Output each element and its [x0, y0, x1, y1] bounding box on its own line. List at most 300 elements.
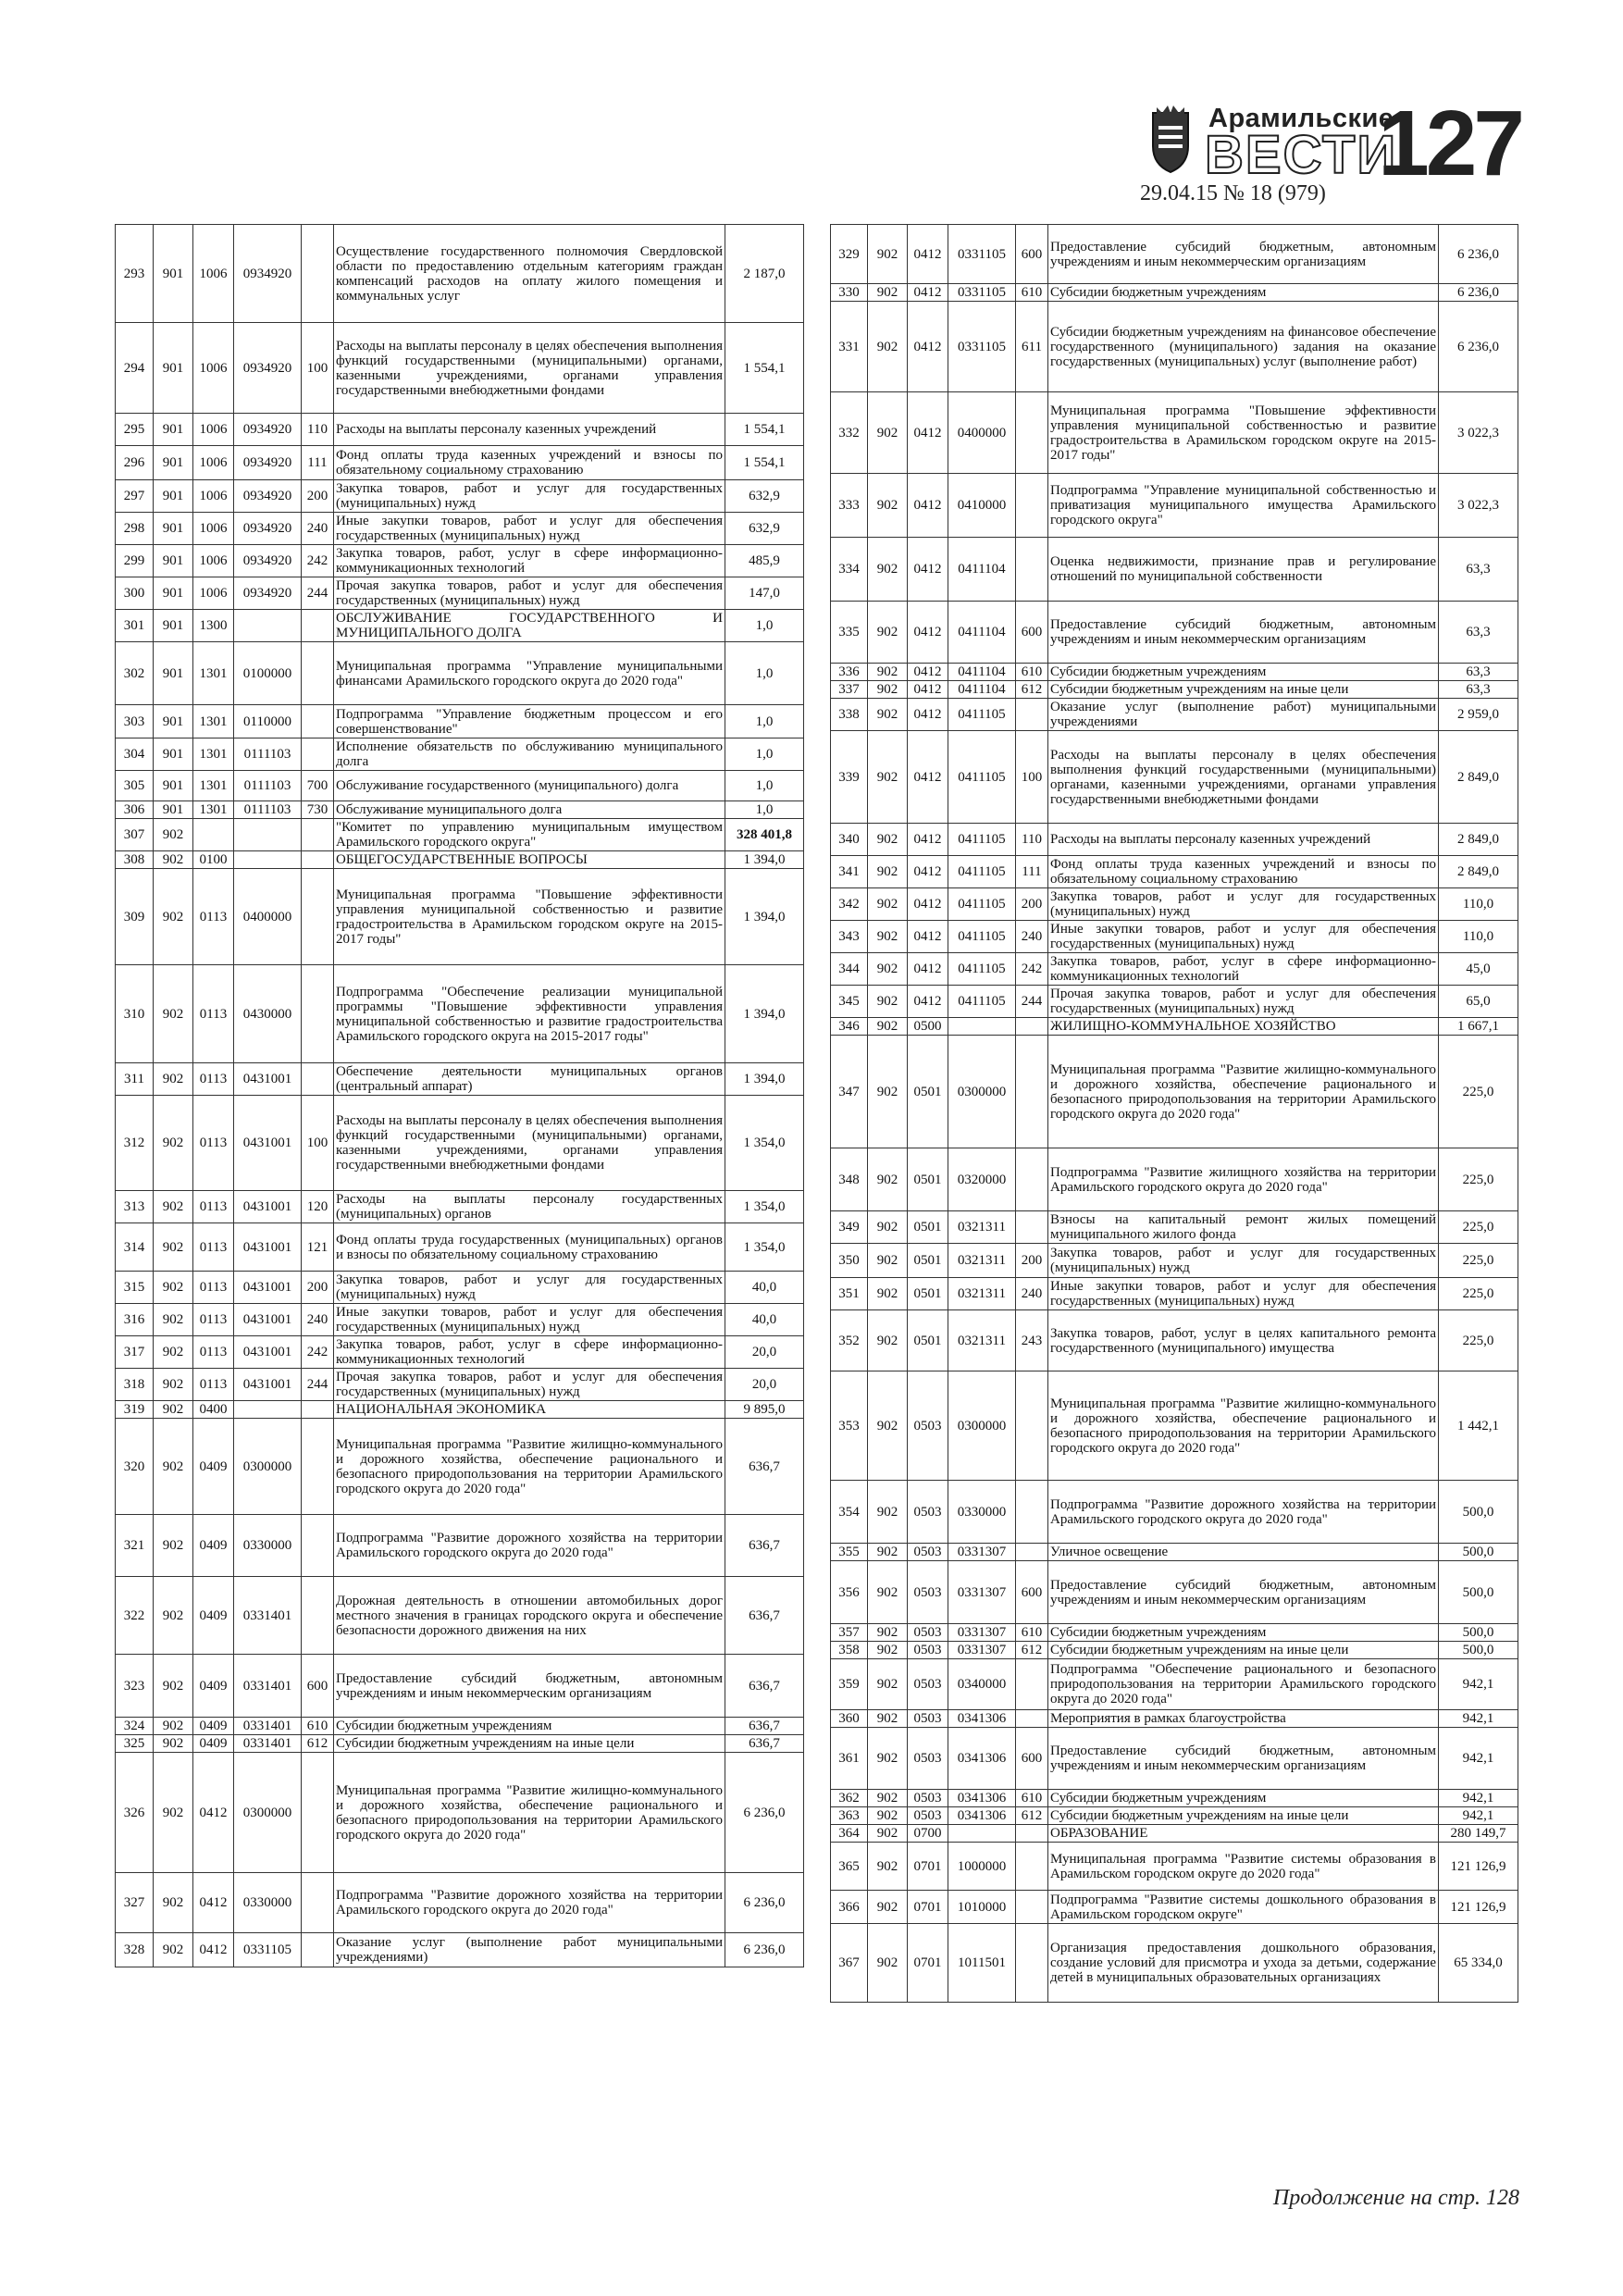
cell-section-code: 1006 — [193, 446, 234, 480]
cell-target-code: 0320000 — [948, 1148, 1016, 1211]
table-row — [116, 610, 804, 642]
cell-description: Прочая закупка товаров, работ и услуг для обеспечения государственных (муниципальных) нужд — [334, 577, 725, 610]
cell-amount: 1 354,0 — [725, 1191, 804, 1223]
cell-target-code: 0411105 — [948, 986, 1016, 1018]
table-row — [116, 1655, 804, 1718]
table-row — [831, 1924, 1518, 2003]
cell-row-number: 331 — [831, 302, 868, 392]
cell-admin-code: 902 — [154, 1369, 193, 1401]
cell-admin-code: 902 — [154, 965, 193, 1063]
cell-description: Субсидии бюджетным учреждениям — [1048, 284, 1439, 302]
cell-admin-code: 902 — [868, 856, 908, 888]
cell-row-number: 318 — [116, 1369, 154, 1401]
cell-row-number: 336 — [831, 664, 868, 681]
cell-target-code: 0934920 — [234, 323, 302, 414]
cell-amount: 2 849,0 — [1439, 731, 1518, 824]
cell-type-code: 600 — [302, 1655, 334, 1718]
cell-admin-code: 901 — [154, 513, 193, 545]
table-row — [831, 1148, 1518, 1211]
cell-description: "Комитет по управлению муниципальным имуществом Арамильского городского округа" — [334, 819, 725, 851]
cell-row-number: 348 — [831, 1148, 868, 1211]
table-row — [116, 577, 804, 610]
cell-target-code — [948, 1825, 1016, 1843]
cell-description: Предоставление субсидий бюджетным, автономным учреждениям и иным некоммерческим организациям — [1048, 602, 1439, 664]
table-row — [831, 1825, 1518, 1843]
cell-section-code: 0701 — [908, 1843, 948, 1891]
cell-description: Иные закупки товаров, работ и услуг для обеспечения государственных (муниципальных) нужд — [1048, 1278, 1439, 1310]
cell-amount: 225,0 — [1439, 1310, 1518, 1371]
table-row — [116, 819, 804, 851]
cell-target-code — [234, 851, 302, 869]
cell-type-code — [302, 705, 334, 738]
cell-amount: 942,1 — [1439, 1710, 1518, 1728]
cell-admin-code: 902 — [868, 888, 908, 921]
cell-row-number: 324 — [116, 1718, 154, 1735]
cell-description: Прочая закупка товаров, работ и услуг для обеспечения государственных (муниципальных) нужд — [1048, 986, 1439, 1018]
table-row — [831, 1807, 1518, 1825]
cell-row-number: 310 — [116, 965, 154, 1063]
cell-admin-code: 901 — [154, 414, 193, 446]
cell-section-code: 0501 — [908, 1211, 948, 1244]
cell-type-code — [1016, 1825, 1048, 1843]
cell-admin-code: 902 — [154, 1933, 193, 1967]
cell-type-code — [1016, 1481, 1048, 1544]
table-row — [116, 1735, 804, 1753]
cell-admin-code: 902 — [868, 1624, 908, 1642]
cell-row-number: 304 — [116, 738, 154, 771]
cell-row-number: 354 — [831, 1481, 868, 1544]
table-row — [831, 824, 1518, 856]
cell-amount: 40,0 — [725, 1304, 804, 1336]
cell-row-number: 299 — [116, 545, 154, 577]
cell-admin-code: 902 — [868, 1807, 908, 1825]
cell-target-code: 0400000 — [234, 869, 302, 965]
cell-amount: 63,3 — [1439, 602, 1518, 664]
cell-target-code: 0934920 — [234, 446, 302, 480]
cell-amount: 3 022,3 — [1439, 392, 1518, 474]
cell-target-code: 0321311 — [948, 1310, 1016, 1371]
cell-row-number: 298 — [116, 513, 154, 545]
cell-type-code: 240 — [1016, 921, 1048, 953]
table-row — [831, 953, 1518, 986]
cell-description: Обслуживание муниципального долга — [334, 801, 725, 819]
cell-admin-code: 902 — [868, 1544, 908, 1561]
cell-type-code: 110 — [302, 414, 334, 446]
cell-section-code: 1301 — [193, 705, 234, 738]
table-row — [116, 323, 804, 414]
cell-type-code — [1016, 1544, 1048, 1561]
table-row — [116, 1401, 804, 1419]
cell-target-code: 0110000 — [234, 705, 302, 738]
cell-type-code — [302, 610, 334, 642]
cell-target-code: 0430000 — [234, 965, 302, 1063]
cell-admin-code: 901 — [154, 801, 193, 819]
cell-row-number: 343 — [831, 921, 868, 953]
table-row — [116, 1191, 804, 1223]
table-row — [831, 1843, 1518, 1891]
cell-row-number: 351 — [831, 1278, 868, 1310]
budget-table-left-body — [116, 225, 804, 1967]
cell-row-number: 319 — [116, 1401, 154, 1419]
cell-section-code: 0412 — [908, 986, 948, 1018]
cell-target-code: 0111103 — [234, 771, 302, 801]
cell-amount: 328 401,8 — [725, 819, 804, 851]
cell-row-number: 323 — [116, 1655, 154, 1718]
cell-type-code: 612 — [302, 1735, 334, 1753]
cell-section-code: 0113 — [193, 1369, 234, 1401]
cell-section-code: 0501 — [908, 1278, 948, 1310]
cell-admin-code: 902 — [868, 474, 908, 538]
cell-section-code: 0113 — [193, 1336, 234, 1369]
table-row — [116, 1515, 804, 1577]
cell-type-code: 612 — [1016, 1807, 1048, 1825]
cell-admin-code: 902 — [154, 1515, 193, 1577]
table-row — [116, 480, 804, 513]
cell-target-code: 0431001 — [234, 1304, 302, 1336]
cell-type-code: 700 — [302, 771, 334, 801]
cell-amount: 6 236,0 — [1439, 284, 1518, 302]
cell-row-number: 334 — [831, 538, 868, 602]
cell-section-code: 1006 — [193, 414, 234, 446]
cell-amount: 121 126,9 — [1439, 1843, 1518, 1891]
cell-target-code: 0341306 — [948, 1790, 1016, 1807]
cell-amount: 485,9 — [725, 545, 804, 577]
cell-description: Муниципальная программа "Повышение эффективности управления муниципальной собственностью и развитие градостроительства в Арамильском городском округе на 2015-2017 годы" — [1048, 392, 1439, 474]
cell-type-code — [1016, 1710, 1048, 1728]
cell-target-code: 0411104 — [948, 664, 1016, 681]
cell-amount: 110,0 — [1439, 921, 1518, 953]
cell-type-code: 111 — [302, 446, 334, 480]
cell-admin-code: 902 — [154, 1063, 193, 1096]
cell-description: Подпрограмма "Развитие дорожного хозяйства на территории Арамильского городского округа до 2020 года" — [334, 1515, 725, 1577]
cell-admin-code: 902 — [868, 1728, 908, 1790]
cell-type-code — [1016, 1148, 1048, 1211]
cell-amount: 636,7 — [725, 1419, 804, 1515]
cell-section-code: 0412 — [908, 888, 948, 921]
cell-row-number: 349 — [831, 1211, 868, 1244]
cell-type-code: 600 — [1016, 225, 1048, 284]
table-row — [116, 414, 804, 446]
cell-target-code: 0431001 — [234, 1369, 302, 1401]
cell-amount: 1,0 — [725, 610, 804, 642]
cell-admin-code: 902 — [154, 1336, 193, 1369]
cell-target-code: 0431001 — [234, 1191, 302, 1223]
cell-description: Иные закупки товаров, работ и услуг для обеспечения государственных (муниципальных) нужд — [334, 513, 725, 545]
cell-description: Фонд оплаты труда казенных учреждений и взносы по обязательному социальному страхованию — [1048, 856, 1439, 888]
cell-description: Подпрограмма "Обеспечение реализации муниципальной программы "Повышение эффективности управления муниципальной собственностью и развитие градостроительства Арамильского городского округа на 2015-2017 годы" — [334, 965, 725, 1063]
cell-description: Оказание услуг (выполнение работ муниципальными учреждениями) — [334, 1933, 725, 1967]
cell-amount: 63,3 — [1439, 664, 1518, 681]
cell-description: ЖИЛИЩНО-КОММУНАЛЬНОЕ ХОЗЯЙСТВО — [1048, 1018, 1439, 1036]
cell-admin-code: 902 — [154, 1577, 193, 1655]
cell-target-code: 0321311 — [948, 1278, 1016, 1310]
cell-type-code: 200 — [302, 480, 334, 513]
cell-row-number: 361 — [831, 1728, 868, 1790]
cell-section-code: 0412 — [908, 392, 948, 474]
cell-admin-code: 902 — [868, 1148, 908, 1211]
cell-description: Оценка недвижимости, признание прав и регулирование отношений по муниципальной собственности — [1048, 538, 1439, 602]
cell-section-code: 0400 — [193, 1401, 234, 1419]
table-row — [831, 1018, 1518, 1036]
budget-table-left — [115, 224, 804, 1967]
cell-amount: 1 442,1 — [1439, 1371, 1518, 1481]
cell-section-code: 0503 — [908, 1710, 948, 1728]
cell-target-code: 0341306 — [948, 1807, 1016, 1825]
cell-description: Расходы на выплаты персоналу в целях обеспечения выполнения функций государственными (муниципальными) органами, казенными учреждениями, органами управления государственными внебюджетными фондами — [334, 1096, 725, 1191]
cell-section-code: 1301 — [193, 771, 234, 801]
cell-admin-code: 901 — [154, 446, 193, 480]
cell-row-number: 333 — [831, 474, 868, 538]
cell-row-number: 303 — [116, 705, 154, 738]
cell-type-code — [302, 1401, 334, 1419]
cell-row-number: 321 — [116, 1515, 154, 1577]
cell-section-code: 0501 — [908, 1036, 948, 1148]
cell-amount: 63,3 — [1439, 681, 1518, 699]
table-row — [831, 1278, 1518, 1310]
table-row — [831, 392, 1518, 474]
cell-row-number: 338 — [831, 699, 868, 731]
cell-target-code: 0331105 — [948, 302, 1016, 392]
cell-type-code — [302, 738, 334, 771]
cell-description: Расходы на выплаты персоналу казенных учреждений — [1048, 824, 1439, 856]
cell-row-number: 344 — [831, 953, 868, 986]
cell-target-code: 0340000 — [948, 1659, 1016, 1710]
table-row — [116, 771, 804, 801]
cell-admin-code: 902 — [868, 1310, 908, 1371]
cell-admin-code: 901 — [154, 323, 193, 414]
cell-type-code — [1016, 538, 1048, 602]
cell-section-code: 0412 — [908, 699, 948, 731]
cell-row-number: 345 — [831, 986, 868, 1018]
cell-amount: 147,0 — [725, 577, 804, 610]
cell-row-number: 353 — [831, 1371, 868, 1481]
cell-target-code: 0331401 — [234, 1577, 302, 1655]
cell-target-code: 0934920 — [234, 414, 302, 446]
cell-description: Обеспечение деятельности муниципальных органов (центральный аппарат) — [334, 1063, 725, 1096]
cell-target-code: 0431001 — [234, 1223, 302, 1272]
table-row — [116, 642, 804, 705]
cell-amount: 2 849,0 — [1439, 824, 1518, 856]
cell-row-number: 340 — [831, 824, 868, 856]
cell-description: Муниципальная программа "Развитие системы образования в Арамильском городском округе до 2020 года" — [1048, 1843, 1439, 1891]
table-row — [831, 1624, 1518, 1642]
cell-row-number: 293 — [116, 225, 154, 323]
coat-of-arms-icon — [1144, 104, 1197, 174]
cell-row-number: 300 — [116, 577, 154, 610]
cell-admin-code: 901 — [154, 545, 193, 577]
table-row — [831, 1310, 1518, 1371]
cell-amount: 500,0 — [1439, 1481, 1518, 1544]
brand-top: Арамильские — [1208, 104, 1394, 133]
table-row — [831, 284, 1518, 302]
cell-admin-code: 902 — [868, 1891, 908, 1924]
cell-admin-code: 902 — [154, 1223, 193, 1272]
cell-target-code: 0411105 — [948, 824, 1016, 856]
table-row — [116, 446, 804, 480]
cell-target-code: 0431001 — [234, 1272, 302, 1304]
cell-type-code — [1016, 699, 1048, 731]
table-row — [116, 1753, 804, 1873]
cell-target-code: 0331307 — [948, 1544, 1016, 1561]
cell-section-code: 0412 — [908, 538, 948, 602]
table-row — [116, 1873, 804, 1933]
cell-amount: 6 236,0 — [1439, 302, 1518, 392]
cell-admin-code: 902 — [868, 538, 908, 602]
cell-type-code: 244 — [302, 577, 334, 610]
table-row — [831, 1891, 1518, 1924]
cell-section-code: 0113 — [193, 1304, 234, 1336]
cell-section-code: 0412 — [908, 602, 948, 664]
table-row — [116, 1419, 804, 1515]
cell-amount: 500,0 — [1439, 1642, 1518, 1659]
cell-target-code: 0331105 — [948, 225, 1016, 284]
cell-description: Мероприятия в рамках благоустройства — [1048, 1710, 1439, 1728]
cell-row-number: 358 — [831, 1642, 868, 1659]
cell-section-code: 0412 — [193, 1933, 234, 1967]
cell-admin-code: 902 — [868, 602, 908, 664]
cell-amount: 1 394,0 — [725, 1063, 804, 1096]
cell-row-number: 330 — [831, 284, 868, 302]
cell-section-code: 0503 — [908, 1624, 948, 1642]
cell-type-code: 200 — [1016, 1244, 1048, 1278]
cell-description: Фонд оплаты труда казенных учреждений и взносы по обязательному социальному страхованию — [334, 446, 725, 480]
cell-type-code — [302, 1873, 334, 1933]
cell-amount: 636,7 — [725, 1577, 804, 1655]
cell-description: Организация предоставления дошкольного образования, создание условий для присмотра и ухода за детьми, содержание детей в муниципальных образовательных организациях — [1048, 1924, 1439, 2003]
cell-target-code: 1000000 — [948, 1843, 1016, 1891]
table-row — [831, 302, 1518, 392]
cell-type-code: 243 — [1016, 1310, 1048, 1371]
budget-table-right — [830, 224, 1518, 2003]
cell-description: Подпрограмма "Развитие системы дошкольного образования в Арамильском городском округе" — [1048, 1891, 1439, 1924]
cell-section-code: 0113 — [193, 1272, 234, 1304]
cell-type-code: 610 — [302, 1718, 334, 1735]
cell-section-code: 1006 — [193, 225, 234, 323]
cell-target-code: 1011501 — [948, 1924, 1016, 2003]
cell-type-code — [1016, 1018, 1048, 1036]
cell-row-number: 332 — [831, 392, 868, 474]
budget-table-right-body — [831, 225, 1518, 2003]
cell-target-code: 0411105 — [948, 699, 1016, 731]
cell-section-code: 0503 — [908, 1561, 948, 1624]
cell-row-number: 363 — [831, 1807, 868, 1825]
cell-admin-code: 902 — [154, 851, 193, 869]
cell-row-number: 357 — [831, 1624, 868, 1642]
cell-type-code: 244 — [302, 1369, 334, 1401]
cell-type-code: 100 — [302, 323, 334, 414]
cell-description: Субсидии бюджетным учреждениям на иные цели — [1048, 1642, 1439, 1659]
cell-section-code: 0113 — [193, 869, 234, 965]
cell-admin-code: 902 — [868, 1481, 908, 1544]
cell-target-code: 0300000 — [234, 1419, 302, 1515]
cell-row-number: 335 — [831, 602, 868, 664]
table-row — [831, 1790, 1518, 1807]
cell-section-code: 0113 — [193, 965, 234, 1063]
cell-target-code: 0300000 — [234, 1753, 302, 1873]
cell-section-code: 0412 — [908, 824, 948, 856]
cell-row-number: 365 — [831, 1843, 868, 1891]
cell-description: Субсидии бюджетным учреждениям — [1048, 1790, 1439, 1807]
cell-type-code: 610 — [1016, 1624, 1048, 1642]
cell-target-code: 0411105 — [948, 888, 1016, 921]
cell-section-code: 1006 — [193, 545, 234, 577]
cell-admin-code: 902 — [868, 302, 908, 392]
cell-section-code: 0412 — [908, 474, 948, 538]
cell-type-code — [302, 1515, 334, 1577]
cell-description: Исполнение обязательств по обслуживанию муниципального долга — [334, 738, 725, 771]
cell-section-code: 0412 — [193, 1753, 234, 1873]
cell-type-code: 600 — [1016, 1561, 1048, 1624]
cell-description: Иные закупки товаров, работ и услуг для обеспечения государственных (муниципальных) нужд — [1048, 921, 1439, 953]
table-row — [831, 921, 1518, 953]
cell-section-code: 0503 — [908, 1659, 948, 1710]
cell-row-number: 320 — [116, 1419, 154, 1515]
cell-type-code: 100 — [302, 1096, 334, 1191]
table-row — [116, 869, 804, 965]
cell-target-code: 0300000 — [948, 1036, 1016, 1148]
cell-amount: 1 394,0 — [725, 851, 804, 869]
cell-admin-code: 902 — [154, 1735, 193, 1753]
cell-target-code: 0111103 — [234, 801, 302, 819]
cell-amount: 225,0 — [1439, 1278, 1518, 1310]
cell-section-code: 1006 — [193, 577, 234, 610]
table-row — [831, 538, 1518, 602]
cell-type-code — [1016, 1211, 1048, 1244]
cell-section-code: 0503 — [908, 1544, 948, 1561]
cell-row-number: 311 — [116, 1063, 154, 1096]
cell-amount: 1 554,1 — [725, 446, 804, 480]
cell-admin-code: 902 — [154, 869, 193, 965]
cell-admin-code: 902 — [154, 1718, 193, 1735]
table-row — [831, 731, 1518, 824]
cell-amount: 1,0 — [725, 705, 804, 738]
cell-section-code: 0700 — [908, 1825, 948, 1843]
cell-target-code: 0411105 — [948, 856, 1016, 888]
cell-row-number: 327 — [116, 1873, 154, 1933]
cell-amount: 1,0 — [725, 801, 804, 819]
cell-amount: 1,0 — [725, 771, 804, 801]
cell-amount: 1,0 — [725, 642, 804, 705]
cell-section-code: 0100 — [193, 851, 234, 869]
table-row — [116, 965, 804, 1063]
cell-row-number: 295 — [116, 414, 154, 446]
cell-amount: 942,1 — [1439, 1659, 1518, 1710]
cell-section-code: 0412 — [908, 664, 948, 681]
cell-admin-code: 902 — [154, 1655, 193, 1718]
cell-admin-code: 902 — [868, 1659, 908, 1710]
table-row — [831, 681, 1518, 699]
cell-description: Предоставление субсидий бюджетным, автономным учреждениям и иным некоммерческим организациям — [334, 1655, 725, 1718]
cell-type-code — [302, 851, 334, 869]
table-row — [831, 1544, 1518, 1561]
cell-section-code: 0501 — [908, 1244, 948, 1278]
cell-amount: 45,0 — [1439, 953, 1518, 986]
cell-admin-code: 902 — [868, 681, 908, 699]
cell-type-code — [302, 1419, 334, 1515]
cell-target-code — [234, 610, 302, 642]
cell-amount: 636,7 — [725, 1655, 804, 1718]
cell-admin-code: 902 — [868, 1278, 908, 1310]
cell-target-code: 0331307 — [948, 1624, 1016, 1642]
cell-admin-code: 902 — [868, 1244, 908, 1278]
cell-amount: 632,9 — [725, 513, 804, 545]
cell-target-code: 0934920 — [234, 577, 302, 610]
cell-row-number: 339 — [831, 731, 868, 824]
cell-description: Закупка товаров, работ, услуг в сфере информационно-коммуникационных технологий — [334, 1336, 725, 1369]
cell-row-number: 360 — [831, 1710, 868, 1728]
cell-row-number: 362 — [831, 1790, 868, 1807]
cell-type-code — [1016, 1371, 1048, 1481]
